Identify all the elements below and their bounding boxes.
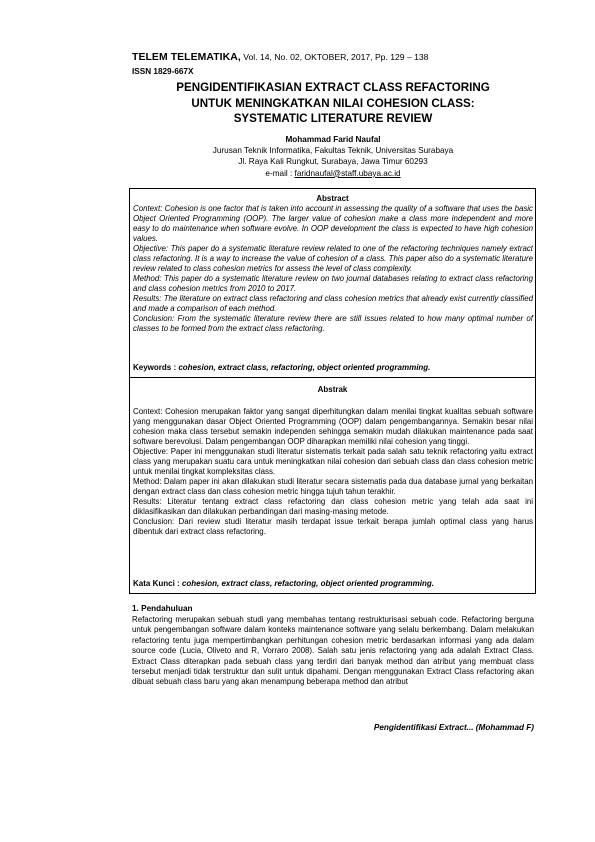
abstract-id-objective: Objective: Paper ini menggunakan studi literatur sistematis terkait pada salah satu teknik refactoring yaitu extract class yang merupakan suatu cara untuk meningkatkan nilai cohesion dari sebuah class dan class cohesion metric untuk menilai tingkat kompleksitas class. (133, 447, 533, 476)
author-block (132, 134, 534, 179)
keywords-id-value: cohesion, extract class, refactoring, object oriented programming. (181, 579, 434, 588)
abstract-id-conclusion: Conclusion: Dari review studi literatur masih terdapat issue terkait berapa jumlah optimal class yang harus dibentuk dari extract class refactoring. (133, 517, 533, 536)
section-heading-pendahuluan: 1. Pendahuluan (132, 604, 193, 613)
author-name: Mohammad Farid Naufal (285, 135, 381, 144)
journal-details: Vol. 14, No. 02, OKTOBER, 2017, Pp. 129 – 138 (240, 52, 429, 62)
abstract-en-context: Context: Cohesion is one factor that is taken into account in assessing the quality of a software that uses the basic Object Oriented Programming (OOP). The larger value of cohesion make a class more independent and more easy to do maintenance when software evolve. In OOP development the class is expected to have high cohesion values. (133, 204, 533, 243)
paper-title (132, 80, 534, 127)
author-email-line (132, 168, 534, 179)
section-paragraph: Refactoring merupakan sebuah studi yang membahas tentang restrukturisasi sebuah code. Refactoring berguna untuk pengembangan software dalam konteks maintenance software yang selalu berkembang. Dalam melakukan refactoring tentu juga mempertimbangkan perhitungan cohesion metric berdasarkan informasi yang ada dalam source code (Lucia, Oliveto and R, Vorraro 2008). Salah satu jenis refactoring yang ada adalah Extract Class. Extract Class diterapkan pada sebuah class yang terdiri dari banyak method dan atribut yang membuat class tersebut menjadi tidak terstruktur dan sulit untuk dipahami. Dengan menggunakan Extract Class refactoring akan dibuat sebuah class baru yang akan menampung beberapa method dan atribut (132, 615, 534, 687)
keywords-id-label: Kata Kunci : (133, 579, 182, 588)
abstract-heading: Abstract (316, 194, 349, 203)
email-prefix: e-mail : (265, 168, 295, 178)
abstract-id-method: Method: Dalam paper ini akan dilakukan studi literatur secara sistematis pada dua database jurnal yang berkaitan dengan extract class dan class cohesion metric hingga tujuh tahun terakhir. (133, 477, 533, 496)
abstract-id-results: Results: Literatur tentang extract class refactoring dan class cohesion metric yang telah ada saat ini diklasifikasikan dan dilakukan perbandingan dari masing-masing metode. (133, 497, 533, 516)
keywords-en-value: cohesion, extract class, refactoring, object oriented programming. (178, 363, 431, 372)
email-link[interactable]: faridnaufal@staff.ubaya.ac.id (294, 168, 401, 178)
abstract-divider (130, 377, 535, 378)
keywords-id (133, 579, 533, 588)
abstract-en-results: Results: The literature on extract class refactoring and class cohesion metrics that already exist currently classified and made a comparison of each method. (133, 294, 533, 313)
abstract-box (129, 188, 536, 594)
abstrak-heading: Abstrak (317, 385, 348, 394)
journal-name: TELEM TELEMATIKA, (132, 52, 241, 63)
keywords-en (133, 363, 533, 372)
abstract-en-method: Method: This paper do a systematic literature review on two journal databases relating to extract class refactoring and class cohesion metrics from 2010 to 2017. (133, 274, 533, 293)
title-line-2: UNTUK MENINGKATKAN NILAI COHESION CLASS: (191, 96, 475, 110)
section-body-pendahuluan (132, 615, 534, 688)
author-address: Jl. Raya Kali Rungkut, Surabaya, Jawa Timur 60293 (238, 157, 428, 167)
issn: ISSN 1829-667X (132, 67, 194, 76)
abstract-id-body (133, 407, 533, 537)
abstract-en-objective: Objective: This paper do a systematic literature review related to one of the refactoring techniques namely extract class refactoring. It is a way to increase the value of cohesion of a class. This paper also do a systematic literature review related to class cohesion metrics for assess the level of class complexity. (133, 244, 533, 273)
journal-header (132, 52, 552, 63)
abstract-en-body (133, 204, 533, 334)
page-footer: Pengidentifikasi Extract... (Mohammad F) (373, 723, 534, 732)
author-affiliation: Jurusan Teknik Informatika, Fakultas Teknik, Universitas Surabaya (212, 146, 454, 156)
keywords-en-label: Keywords : (133, 363, 179, 372)
abstract-id-context: Context: Cohesion merupakan faktor yang sangat diperhitungkan dalam menilai tingkat kualitas sebuah software yang menggunakan dasar Object Oriented Programming (OOP) dalam pengembangannya. Semakin besar nilai cohesion maka class tersebut semakin independen sehingga semakin mudah dilakukan maintenance pada saat software berevolusi. Dalam pengembangan OOP diharapkan memiliki nilai cohesion yang tinggi. (133, 407, 533, 446)
title-line-3: SYSTEMATIC LITERATURE REVIEW (233, 112, 433, 125)
title-line-1: PENGIDENTIFIKASIAN EXTRACT CLASS REFACTORING (176, 81, 490, 94)
abstract-en-conclusion: Conclusion: From the systematic literature review there are still issues related to how many optimal number of classes to be formed from the extract class refactoring. (133, 314, 533, 333)
